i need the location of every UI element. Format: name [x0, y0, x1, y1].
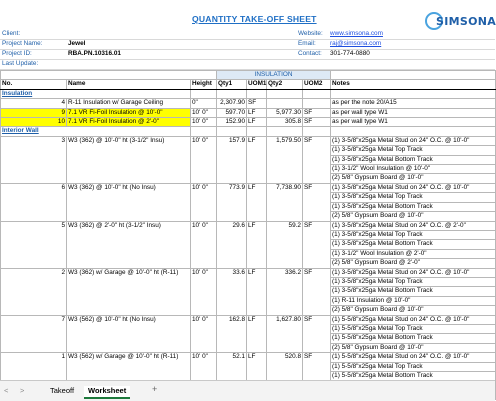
- takeoff-table: [0, 70, 496, 400]
- empty-cell[interactable]: [267, 127, 303, 136]
- tab-scroll-left-icon[interactable]: <: [4, 386, 9, 395]
- cell-note[interactable]: (2) 5/8" Gypsum Board @ 10'-0": [331, 212, 496, 221]
- cell-note[interactable]: (1) 3-5/8"x25ga Metal Bottom Track: [331, 287, 496, 296]
- cell-qty1[interactable]: 2,307.90: [217, 99, 247, 108]
- cell-qty1[interactable]: 157.9: [217, 136, 247, 183]
- cell-note[interactable]: (1) 3-5/8"x25ga Metal Bottom Track: [331, 202, 496, 211]
- cell-note[interactable]: (2) 5/8" Gypsum Board @ 2'-0": [331, 259, 496, 268]
- cell-uom2[interactable]: [303, 99, 331, 108]
- table-row: [1, 268, 496, 277]
- cell-no[interactable]: 2: [1, 268, 67, 315]
- cell-qty1[interactable]: 33.6: [217, 268, 247, 315]
- cell-uom1[interactable]: SF: [247, 99, 267, 108]
- project-id-label: Project ID:: [2, 50, 32, 57]
- cell-note[interactable]: (1) 3-5/8"x25ga Metal Stud on 24" O.C. @ 2'-0": [331, 221, 496, 230]
- cell-uom1[interactable]: LF: [247, 183, 267, 221]
- cell-uom1[interactable]: LF: [247, 118, 267, 127]
- cell-uom2[interactable]: SF: [303, 183, 331, 221]
- cell-qty1[interactable]: 773.9: [217, 183, 247, 221]
- cell-name[interactable]: W3 (362) w/ Garage @ 10'-0" ht (R-11): [67, 268, 191, 315]
- cell-note[interactable]: (1) 3-1/2" Wool Insulation @ 2'-0": [331, 249, 496, 258]
- cell-uom1[interactable]: LF: [247, 221, 267, 268]
- insulation-band-row: [1, 71, 496, 80]
- cell-no[interactable]: 7: [1, 315, 67, 353]
- column-header[interactable]: Name: [67, 80, 191, 89]
- column-header[interactable]: Height: [191, 80, 217, 89]
- section-label[interactable]: Interior Wall: [1, 127, 191, 136]
- cell-name[interactable]: W3 (362) @ 10'-0" ht (3-1/2" Insu): [67, 136, 191, 183]
- table-row: [1, 183, 496, 192]
- cell-qty2[interactable]: 7,738.90: [267, 183, 303, 221]
- info-row-last-update: [0, 59, 495, 70]
- cell-uom2[interactable]: SF: [303, 268, 331, 315]
- empty-cell[interactable]: [303, 127, 331, 136]
- cell-name[interactable]: W3 (362) @ 2'-0" ht (3-1/2" Insu): [67, 221, 191, 268]
- cell-qty2[interactable]: 1,579.50: [267, 136, 303, 183]
- cell-qty2[interactable]: 336.2: [267, 268, 303, 315]
- add-sheet-icon[interactable]: +: [152, 384, 158, 394]
- sheet-header: [0, 0, 495, 68]
- cell-note[interactable]: (1) 3-5/8"x25ga Metal Bottom Track: [331, 240, 496, 249]
- sheet-tab-bar: [0, 380, 495, 401]
- cell-qty1[interactable]: 29.6: [217, 221, 247, 268]
- empty-cell[interactable]: [217, 89, 247, 98]
- cell-note[interactable]: (2) 5/8" Gypsum Board @ 10'-0": [331, 174, 496, 183]
- section-header-row: [1, 89, 496, 98]
- cell-qty2[interactable]: 1,627.80: [267, 315, 303, 353]
- cell-height[interactable]: 10' 0": [191, 221, 217, 268]
- cell-height[interactable]: 10' 0": [191, 136, 217, 183]
- table-row: [1, 108, 496, 117]
- cell-qty1[interactable]: 152.90: [217, 118, 247, 127]
- empty-cell[interactable]: [191, 89, 217, 98]
- cell-note[interactable]: (1) 3-5/8"x25ga Metal Stud on 24" O.C. @ 10'-0": [331, 136, 496, 145]
- table-row: [1, 353, 496, 362]
- empty-cell[interactable]: [303, 89, 331, 98]
- cell-qty2[interactable]: 5,977.30: [267, 108, 303, 117]
- column-header[interactable]: UOM1: [248, 80, 267, 88]
- table-row: [1, 99, 496, 108]
- cell-note[interactable]: (1) 5-5/8"x25ga Metal Bottom Track: [331, 372, 496, 381]
- cell-height[interactable]: 10' 0": [191, 118, 217, 127]
- cell-height[interactable]: 10' 0": [191, 108, 217, 117]
- cell-uom1[interactable]: LF: [247, 353, 267, 400]
- cell-note[interactable]: as per wall type W1: [331, 118, 496, 127]
- table-row: [1, 136, 496, 145]
- column-header[interactable]: Qty1: [217, 80, 247, 89]
- cell-no[interactable]: 6: [1, 183, 67, 221]
- cell-note[interactable]: (1) 3-5/8"x25ga Metal Top Track: [331, 146, 496, 155]
- empty-cell[interactable]: [267, 89, 303, 98]
- cell-uom2[interactable]: SF: [303, 353, 331, 400]
- cell-height[interactable]: 0": [191, 99, 217, 108]
- website-label: Website:: [298, 30, 323, 37]
- cell-note[interactable]: (2) 5/8" Gypsum Board @ 10'-0": [331, 306, 496, 315]
- cell-qty2[interactable]: 520.8: [267, 353, 303, 400]
- cell-note[interactable]: (1) 5-5/8"x25ga Metal Top Track: [331, 324, 496, 333]
- cell-note[interactable]: (1) 3-5/8"x25ga Metal Top Track: [331, 193, 496, 202]
- cell-name[interactable]: W3 (362) @ 10'-0" ht (No Insu): [67, 183, 191, 221]
- project-name-label: Project Name:: [2, 40, 43, 47]
- cell-height[interactable]: 10' 0": [191, 315, 217, 353]
- section-label[interactable]: Insulation: [1, 89, 191, 98]
- empty-cell[interactable]: [217, 127, 247, 136]
- band-spacer: [1, 71, 217, 80]
- table-row: [1, 221, 496, 230]
- cell-note[interactable]: (1) 5-5/8"x25ga Metal Stud on 24" O.C. @ 10'-0": [331, 353, 496, 362]
- cell-note[interactable]: (1) 5-5/8"x25ga Metal Stud on 24" O.C. @ 10'-0": [331, 315, 496, 324]
- cell-name[interactable]: W3 (562) w/ Garage @ 10'-0" ht (R-11): [67, 353, 191, 400]
- project-name-value[interactable]: Jewel: [68, 40, 86, 47]
- cell-note[interactable]: (1) 3-1/2" Wool Insulation @ 10'-0": [331, 165, 496, 174]
- column-header[interactable]: Qty2: [267, 80, 303, 89]
- cell-note[interactable]: (1) 3-5/8"x25ga Metal Top Track: [331, 230, 496, 239]
- cell-note[interactable]: (1) 3-5/8"x25ga Metal Top Track: [331, 277, 496, 286]
- cell-note[interactable]: (2) 5/8" Gypsum Board @ 10'-0": [331, 343, 496, 352]
- insulation-band-label: INSULATION: [217, 71, 331, 80]
- cell-note[interactable]: (1) 5-5/8"x25ga Metal Bottom Track: [331, 334, 496, 343]
- cell-note[interactable]: as per the note 20/A15: [331, 99, 496, 108]
- tab-worksheet[interactable]: Worksheet: [84, 386, 130, 399]
- tab-scroll-right-icon[interactable]: >: [20, 386, 25, 395]
- email-link[interactable]: raj@simsona.com: [330, 40, 382, 47]
- cell-note[interactable]: (1) 5-5/8"x25ga Metal Top Track: [331, 362, 496, 371]
- column-header[interactable]: No.: [1, 80, 67, 89]
- cell-uom1[interactable]: LF: [247, 315, 267, 353]
- cell-no[interactable]: 5: [1, 221, 67, 268]
- website-link[interactable]: www.simsona.com: [330, 30, 383, 37]
- contact-label: Contact:: [298, 50, 322, 57]
- empty-cell[interactable]: [247, 89, 267, 98]
- section-header-row: [1, 127, 496, 136]
- cell-no[interactable]: 4: [1, 99, 67, 108]
- cell-note[interactable]: as per wall type W1: [331, 108, 496, 117]
- cell-uom2[interactable]: SF: [303, 315, 331, 353]
- cell-note[interactable]: (1) 3-5/8"x25ga Metal Bottom Track: [331, 155, 496, 164]
- cell-uom1[interactable]: LF: [247, 268, 267, 315]
- sheet-title: QUANTITY TAKE-OFF SHEET: [192, 14, 317, 24]
- band-spacer: [331, 71, 496, 80]
- cell-note[interactable]: (1) 3-5/8"x25ga Metal Stud on 24" O.C. @ 10'-0": [331, 268, 496, 277]
- cell-qty1[interactable]: 52.1: [217, 353, 247, 400]
- logo-text: SIMSONA: [436, 15, 496, 28]
- cell-qty1[interactable]: 597.70: [217, 108, 247, 117]
- cell-no[interactable]: 1: [1, 353, 67, 400]
- cell-uom2[interactable]: SF: [303, 108, 331, 117]
- cell-uom2[interactable]: SF: [303, 136, 331, 183]
- cell-name[interactable]: R-11 Insulation w/ Garage Ceiling: [67, 99, 191, 108]
- cell-qty2[interactable]: [267, 99, 303, 108]
- table-row: [1, 118, 496, 127]
- contact-value[interactable]: 301-774-0880: [330, 50, 370, 57]
- cell-uom2[interactable]: SF: [303, 221, 331, 268]
- table-row: [1, 315, 496, 324]
- cell-no[interactable]: 9: [1, 108, 67, 117]
- cell-note[interactable]: (1) R-11 Insulation @ 10'-0": [331, 296, 496, 305]
- cell-height[interactable]: 10' 0": [191, 353, 217, 400]
- cell-name[interactable]: 7.1 VR Fi-Foil Insulation @ 10'-0": [67, 108, 191, 117]
- empty-cell[interactable]: [247, 127, 267, 136]
- empty-cell[interactable]: [331, 127, 496, 136]
- last-update-label: Last Update:: [2, 60, 39, 67]
- cell-qty2[interactable]: 59.2: [267, 221, 303, 268]
- column-header[interactable]: Notes: [331, 80, 496, 89]
- empty-cell[interactable]: [191, 127, 217, 136]
- column-header[interactable]: UOM2: [303, 80, 331, 89]
- cell-uom2[interactable]: SF: [303, 118, 331, 127]
- cell-name[interactable]: W3 (562) @ 10'-0" ht (No Insu): [67, 315, 191, 353]
- project-id-value[interactable]: RBA.PN.10316.01: [68, 50, 121, 57]
- client-label: Client:: [2, 30, 21, 37]
- cell-uom1[interactable]: LF: [247, 108, 267, 117]
- cell-qty1[interactable]: 162.8: [217, 315, 247, 353]
- cell-no[interactable]: 3: [1, 136, 67, 183]
- cell-height[interactable]: 10' 0": [191, 268, 217, 315]
- cell-note[interactable]: (1) 3-5/8"x25ga Metal Stud on 24" O.C. @ 10'-0": [331, 183, 496, 192]
- email-label: Email:: [298, 40, 316, 47]
- cell-name[interactable]: 7.1 VR Fi-Foil Insulation @ 2'-0": [67, 118, 191, 127]
- cell-qty2[interactable]: 305.8: [267, 118, 303, 127]
- cell-no[interactable]: 10: [1, 118, 67, 127]
- empty-cell[interactable]: [331, 89, 496, 98]
- cell-height[interactable]: 10' 0": [191, 183, 217, 221]
- cell-uom1[interactable]: LF: [247, 136, 267, 183]
- column-header-row: [1, 80, 496, 89]
- tab-takeoff[interactable]: Takeoff: [50, 386, 75, 395]
